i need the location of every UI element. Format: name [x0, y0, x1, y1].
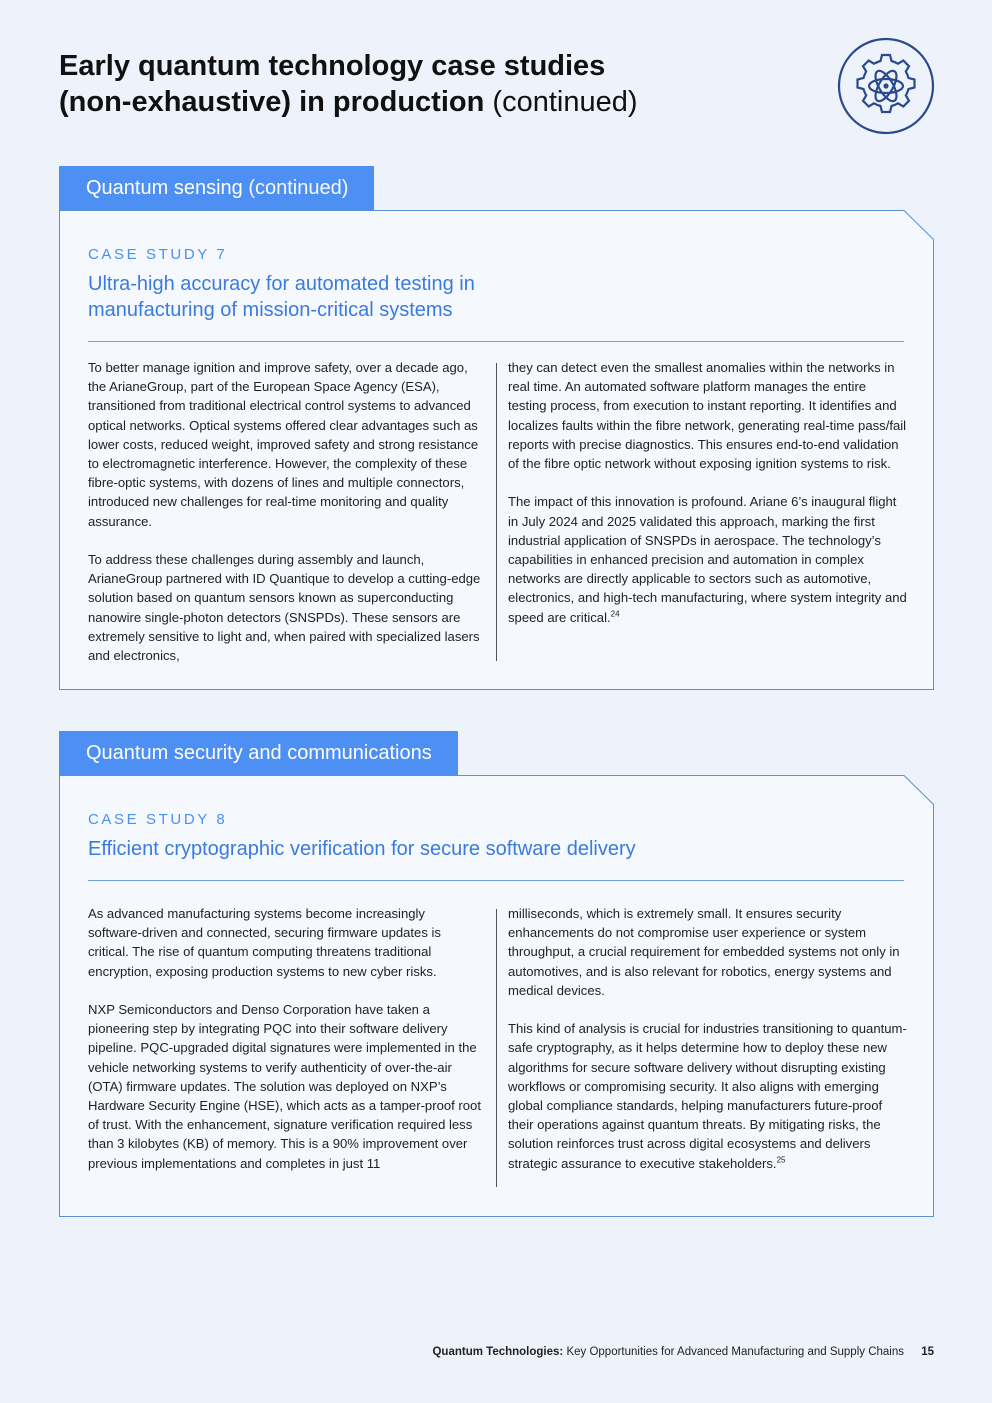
- page-title-continued: (continued): [492, 86, 638, 118]
- case-study-label: CASE STUDY 8: [88, 811, 228, 828]
- case-study-title-line-2: manufacturing of mission-critical systems: [88, 299, 453, 321]
- paragraph: To address these challenges during assembly and launch, ArianeGroup partnered with ID Quantique to develop a cutting-edge solution based on quantum sensors known as superconducting nanowire single-photon detectors (SNSPDs). These sensors are extremely sensitive to light and, when paired with specialized lasers and electronics,: [88, 552, 481, 664]
- case-study-label: CASE STUDY 7: [88, 246, 228, 263]
- case-study-title-line-1: Efficient cryptographic verification for secure software delivery: [88, 838, 636, 860]
- page-title: [59, 48, 779, 120]
- paragraph-with-footnote: [508, 1019, 908, 1173]
- case-study-8-card: [59, 775, 934, 1217]
- paragraph-text: The impact of this innovation is profound. Ariane 6’s inaugural flight in July 2024 and 2025 validated this approach, marking the first industrial application of SNSPDs in aerospace. The technology’s capabilities in enhanced precision and automation in complex networks are directly applicable to sectors such as automotive, electronics, and high-tech manufacturing, where system integrity and speed are critical.: [508, 494, 907, 625]
- paragraph: NXP Semiconductors and Denso Corporation have taken a pioneering step by integrating PQC into their software delivery pipeline. PQC-upgraded digital signatures were implemented in the vehicle networking systems to verify authenticity of over-the-air (OTA) firmware updates. The solution was deployed on NXP’s Hardware Security Engine (HSE), which acts as a tamper-proof root of trust. With the enhancement, signature verification required less than 3 kilobytes (KB) of memory. This is a 90% improvement over previous implementations and completes in just 11: [88, 1002, 481, 1171]
- right-column: [508, 358, 908, 627]
- paragraph-with-footnote: [508, 492, 908, 626]
- column-divider: [496, 909, 497, 1187]
- case-study-7-card: [59, 210, 934, 690]
- section-tab-quantum-security: [59, 731, 458, 775]
- section-tab-title: Quantum security and communications: [86, 742, 432, 764]
- page-title-bold: (non-exhaustive) in production: [59, 86, 485, 118]
- footnote-ref[interactable]: 25: [776, 1155, 786, 1165]
- page-title-line-2: [59, 84, 779, 120]
- atom-gear-icon: [836, 36, 936, 136]
- paragraph: To better manage ignition and improve safety, over a decade ago, the ArianeGroup, part of the European Space Agency (ESA), transitioned from traditional electrical control systems to advanced optical networks. Optical systems offered clear advantages such as lower costs, reduced weight, improved safety and strong resistance to electromagnetic interference. However, the complexity of these fibre-optic systems, with dozens of lines and multiple connectors, introduced new challenges for real-time monitoring and quality assurance.: [88, 360, 479, 529]
- paragraph: they can detect even the smallest anomalies within the networks in real time. An automated software platform manages the entire testing process, from execution to instant reporting. It identifies and localizes faults within the fibre network, generating real-time pass/fail reports with precise diagnostics. This ensures end-to-end validation of the fibre optic network without exposing ignition systems to risk.: [508, 360, 907, 472]
- section-tab-continued: (continued): [248, 177, 349, 199]
- page-title-line-1: Early quantum technology case studies: [59, 50, 606, 82]
- left-column: [88, 904, 482, 1173]
- page-number: 15: [921, 1346, 934, 1358]
- title-divider: [88, 341, 904, 342]
- title-divider: [88, 880, 904, 881]
- case-study-title-line-1: Ultra-high accuracy for automated testing in: [88, 273, 475, 295]
- paragraph: As advanced manufacturing systems become increasingly software-driven and connected, securing firmware updates is critical. The rise of quantum computing threatens traditional encryption, exposing production systems to new cyber risks.: [88, 906, 441, 979]
- paragraph: milliseconds, which is extremely small. It ensures security enhancements do not compromise user experience or system throughput, a crucial requirement for embedded systems not only in automotives, and is also relevant for robotics, energy systems and medical devices.: [508, 906, 900, 998]
- case-study-title: [88, 836, 888, 862]
- column-divider: [496, 363, 497, 661]
- report-title: Quantum Technologies:: [432, 1346, 564, 1358]
- page-footer: [380, 1346, 934, 1358]
- left-column: [88, 358, 482, 665]
- section-tab-title: Quantum sensing: [86, 177, 243, 199]
- report-subtitle: Key Opportunities for Advanced Manufacturing and Supply Chains: [566, 1346, 904, 1358]
- right-column: [508, 904, 908, 1173]
- footnote-ref[interactable]: 24: [610, 609, 620, 619]
- case-study-title: [88, 271, 888, 323]
- section-tab-quantum-sensing: [59, 166, 374, 210]
- paragraph-text: This kind of analysis is crucial for industries transitioning to quantum-safe cryptography, as it helps determine how to deploy these new algorithms for secure software delivery without disrupting existing workflows or compromising security. It also aligns with emerging global compliance standards, helping manufacturers future-proof their operations against quantum threats. By mitigating risks, the solution reinforces trust across digital ecosystems and delivers strategic assurance to executive stakeholders.: [508, 1021, 907, 1171]
